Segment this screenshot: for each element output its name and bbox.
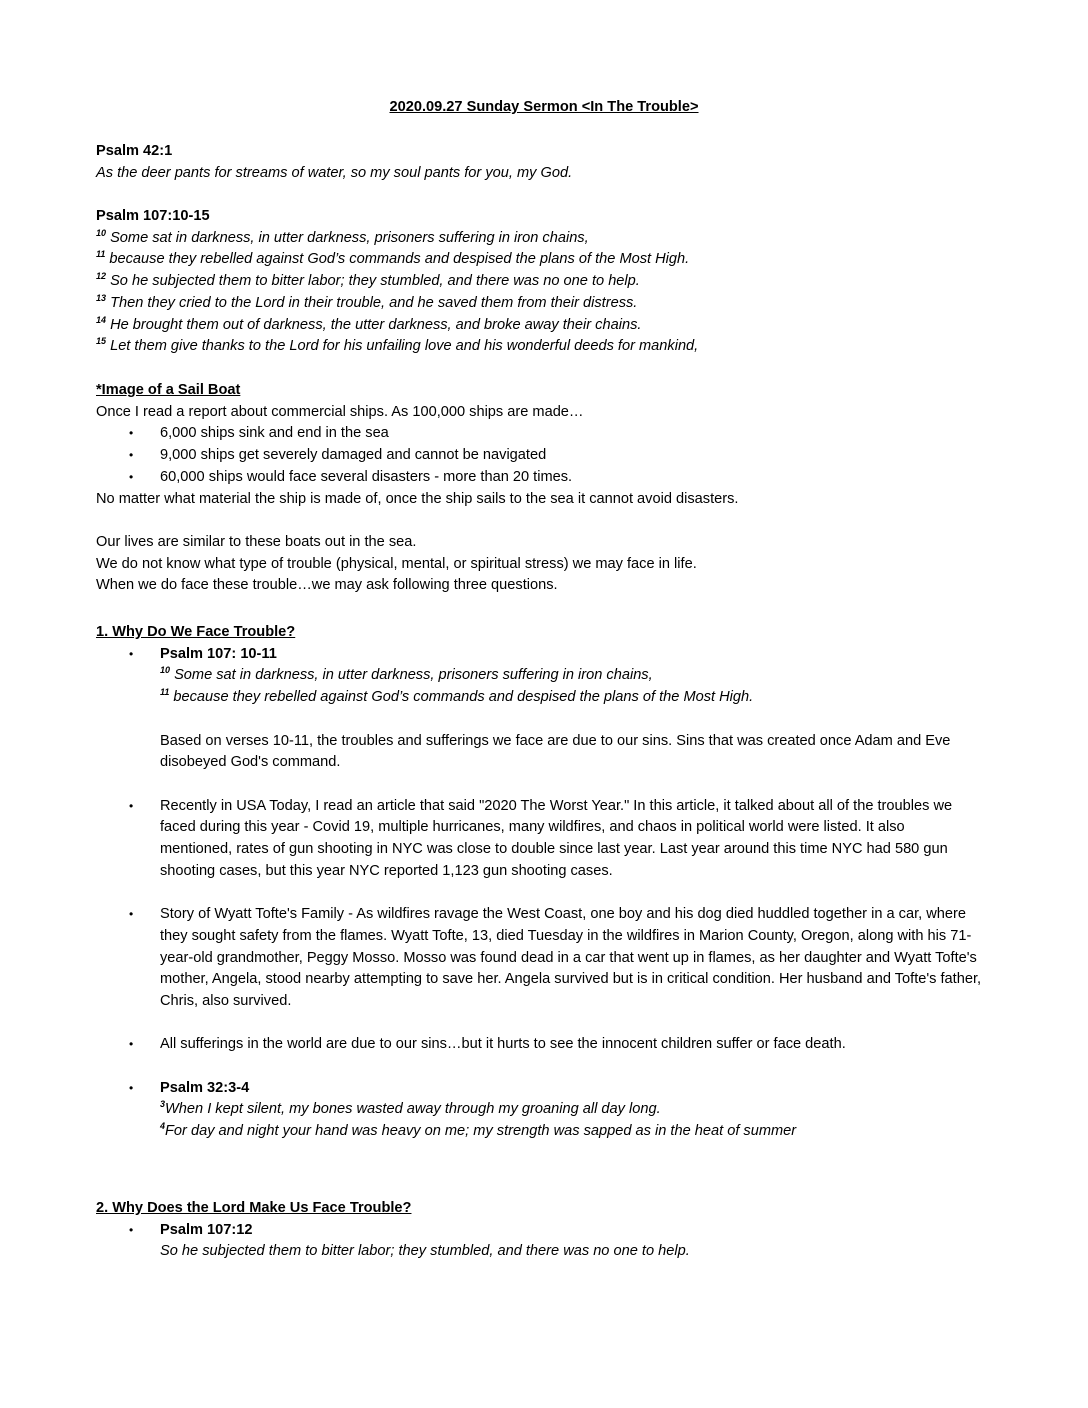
verse-text: When I kept silent, my bones wasted away through my groaning all day long. xyxy=(165,1101,661,1118)
bullet-icon: • xyxy=(129,907,134,922)
body-line: We do not know what type of trouble (physical, mental, or spiritual stress) we may face in life. xyxy=(96,555,697,572)
bullet-icon: • xyxy=(129,1080,134,1095)
verse-line xyxy=(160,1099,996,1121)
verse-line xyxy=(96,271,996,293)
list-item-text: 6,000 ships sink and end in the sea xyxy=(160,425,389,442)
verse-line xyxy=(96,315,996,337)
verse-line xyxy=(96,249,996,271)
psalm-42-block xyxy=(96,141,996,184)
verse-number: 11 xyxy=(160,687,170,698)
verse-line xyxy=(160,1121,996,1143)
wyatt-tofte-story: Story of Wyatt Tofte's Family - As wildfires ravage the West Coast, one boy and his dog died huddled together in a car, where they sought safety from the flames. Wyatt Tofte, 13, died Tuesday in the wildfires in Marion County, Oregon, along with his 71-year-old grandmother, Peggy Mosso. Mosso was found dead in a car that went up in flames, as her daughter and Wyatt Tofte's mother, Angela, stood nearby attempting to save her. Angela survived but is in critical condition. Her husband and Tofte's father, Chris, also survived. xyxy=(160,906,982,1009)
bullet-icon: • xyxy=(129,646,134,661)
verse-text: So he subjected them to bitter labor; they stumbled, and there was no one to help. xyxy=(160,1243,690,1260)
bullet-icon: • xyxy=(129,426,134,441)
verse-number: 11 xyxy=(96,249,106,260)
body-line: When we do face these trouble…we may ask following three questions. xyxy=(96,577,558,594)
sufferings-text: All sufferings in the world are due to our sins…but it hurts to see the innocent children suffer or face death. xyxy=(160,1036,846,1053)
verse-number: 14 xyxy=(96,314,107,325)
verse-text: Some sat in darkness, in utter darkness, prisoners suffering in iron chains, xyxy=(110,229,589,246)
verse-number: 10 xyxy=(160,665,171,676)
list-item-text: 9,000 ships get severely damaged and cannot be navigated xyxy=(160,447,547,464)
body-line: Our lives are similar to these boats out in the sea. xyxy=(96,533,417,550)
bullet-icon: • xyxy=(129,448,134,463)
verse-line xyxy=(96,293,996,315)
list-item xyxy=(96,904,996,1013)
scripture-ref: Psalm 32:3-4 xyxy=(160,1079,250,1096)
psalm-42-text: As the deer pants for streams of water, so my soul pants for you, my God. xyxy=(96,164,573,181)
psalm-107-block xyxy=(96,206,996,358)
verse-number: 12 xyxy=(96,271,107,282)
list-item-text: 60,000 ships would face several disasters - more than 20 times. xyxy=(160,468,573,485)
sailboat-conclusion: No matter what material the ship is made of, once the ship sails to the sea it cannot avoid disasters. xyxy=(96,490,739,507)
verse-text: because they rebelled against God’s commands and despised the plans of the Most High. xyxy=(109,251,690,268)
verse-text: He brought them out of darkness, the utter darkness, and broke away their chains. xyxy=(110,316,642,333)
list-item xyxy=(96,1034,996,1056)
verse-line xyxy=(96,228,996,250)
bullet-icon: • xyxy=(129,469,134,484)
verse-number: 4 xyxy=(160,1121,166,1132)
psalm-42-ref: Psalm 42:1 xyxy=(96,143,173,159)
section-2-heading: 2. Why Does the Lord Make Us Face Trouble? xyxy=(96,1200,412,1216)
verse-text: Then they cried to the Lord in their trouble, and he saved them from their distress. xyxy=(110,294,638,311)
list-item xyxy=(96,1220,996,1263)
verse-line xyxy=(96,336,996,358)
list-item xyxy=(96,467,996,489)
verse-number: 15 xyxy=(96,336,107,347)
list-item xyxy=(96,1078,996,1143)
bullet-icon: • xyxy=(129,1037,134,1052)
sermon-title: 2020.09.27 Sunday Sermon <In The Trouble> xyxy=(389,99,699,115)
scripture-ref: Psalm 107:12 xyxy=(160,1221,253,1238)
verse-line xyxy=(160,687,996,709)
verse-text: Some sat in darkness, in utter darkness, prisoners suffering in iron chains, xyxy=(174,667,653,684)
verse-number: 10 xyxy=(96,227,107,238)
verse-text: because they rebelled against God’s commands and despised the plans of the Most High. xyxy=(173,689,754,706)
list-item xyxy=(96,796,996,883)
psalm-107-ref: Psalm 107:10-15 xyxy=(96,208,210,224)
bullet-icon: • xyxy=(129,798,134,813)
section-1 xyxy=(96,622,996,1143)
scripture-ref: Psalm 107: 10-11 xyxy=(160,645,277,662)
verse-text: For day and night your hand was heavy on me; my strength was sapped as in the heat of summer xyxy=(165,1123,797,1140)
usa-today-paragraph: Recently in USA Today, I read an article that said "2020 The Worst Year." In this article, it talked about all of the troubles we faced during this year - Covid 19, multiple hurricanes, many wildfires, and chaos in political world were listed. It also mentioned, rates of gun shooting in NYC was close to double since last year. Last year around this time NYC had 580 gun shooting cases, but this year NYC reported 1,123 gun shooting cases. xyxy=(160,797,953,879)
list-item xyxy=(96,445,996,467)
list-item xyxy=(96,644,996,774)
sailboat-section xyxy=(96,380,996,597)
verse-number: 13 xyxy=(96,292,107,303)
section-1-heading: 1. Why Do We Face Trouble? xyxy=(96,624,296,640)
verse-text: So he subjected them to bitter labor; they stumbled, and there was no one to help. xyxy=(110,273,640,290)
sailboat-heading: *Image of a Sail Boat xyxy=(96,382,241,398)
bullet-icon: • xyxy=(129,1222,134,1237)
sailboat-intro: Once I read a report about commercial ships. As 100,000 ships are made… xyxy=(96,403,584,420)
verse-number: 3 xyxy=(160,1099,166,1110)
verse-line xyxy=(160,665,996,687)
scripture-note: Based on verses 10-11, the troubles and sufferings we face are due to our sins. Sins that was created once Adam and Eve disobeyed God's command. xyxy=(160,732,951,771)
verse-text: Let them give thanks to the Lord for his unfailing love and his wonderful deeds for mankind, xyxy=(110,338,699,355)
section-2 xyxy=(96,1198,996,1263)
list-item xyxy=(96,423,996,445)
